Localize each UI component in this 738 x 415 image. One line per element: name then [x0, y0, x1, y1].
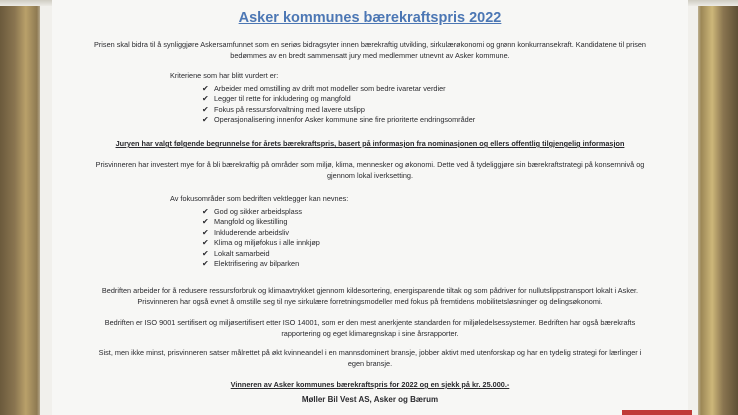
red-label-strip: [622, 410, 692, 415]
focus-item: ✔ God og sikker arbeidsplass: [202, 207, 303, 216]
winner-description-line-2: gjennom lokal iverksetting.: [327, 170, 413, 180]
paragraph-iso: [52, 318, 688, 339]
checkmark-icon: ✔: [202, 248, 209, 258]
paragraph-line: rapportering og eget klimaregnskap i sine årsrapporter.: [281, 328, 459, 338]
focus-item: ✔ Inkluderende arbeidsliv: [202, 227, 290, 237]
certificate-document: [52, 0, 688, 415]
criteria-item: ✔ Fokus på ressursforvaltning med lavere utslipp: [202, 104, 365, 114]
criteria-item: ✔ Legger til rette for inkludering og mangfold: [202, 94, 351, 104]
checkmark-icon: ✔: [202, 104, 209, 114]
prize-line: Vinneren av Asker kommunes bærekraftspris for 2022 og en sjekk på kr. 25.000.-: [230, 380, 510, 389]
focus-list: [202, 207, 320, 269]
jury-heading: Juryen har valgt følgende begrunnelse for årets bærekraftspris, basert på informasjon fra nominasjonen og ellers offentlig tilgjengelig informasjon: [115, 139, 625, 148]
paragraph-resources: [52, 286, 688, 307]
document-title: Asker kommunes bærekraftspris 2022: [238, 10, 502, 26]
checkmark-icon: ✔: [202, 217, 209, 227]
focus-item: ✔ Elektrifisering av bilparken: [202, 258, 300, 268]
paragraph-line: Bedriften arbeider for å redusere ressursforbruk og klimaavtrykket gjennom kildesortering, energisparende tiltak og som pådriver for nullutslippstransport lokalt i Asker.: [101, 286, 639, 295]
intro-paragraph: [52, 40, 688, 61]
criteria-list: [202, 84, 475, 126]
intro-line-2: bedømmes av en bredt sammensatt jury med medlemmer utnevnt av Asker kommune.: [230, 50, 510, 60]
focus-item: ✔ Lokalt samarbeid: [202, 248, 270, 258]
winner-name: Møller Bil Vest AS, Asker og Bærum: [301, 395, 439, 404]
checkmark-icon: ✔: [202, 207, 209, 216]
winner-description: [52, 160, 688, 181]
criteria-heading: Kriteriene som har blitt vurdert er:: [170, 71, 279, 80]
focus-heading: Av fokusområder som bedriften vektlegger kan nevnes:: [170, 194, 349, 203]
intro-line-1: Prisen skal bidra til å synliggjøre Askersamfunnet som en seriøs bidragsyter innen bærekraftig utvikling, sirkulærøkonomi og grønn konkurransekraft. Kandidatene til prisen: [94, 40, 646, 49]
paragraph-line: egen bransje.: [347, 358, 393, 368]
checkmark-icon: ✔: [202, 94, 209, 104]
checkmark-icon: ✔: [202, 84, 209, 93]
paragraph-line: Prisvinneren har også evnet å omstille seg til nye sirkulære forretningsmodeller med fokus på fremtidens mobilitetsløsninger og delingsøkonomi.: [137, 296, 603, 306]
criteria-item: ✔ Operasjonalisering innenfor Asker kommune sine fire prioriterte endringsområder: [202, 115, 476, 125]
checkmark-icon: ✔: [202, 227, 209, 237]
criteria-item: ✔ Arbeider med omstilling av drift mot modeller som bedre ivaretar verdier: [202, 84, 446, 93]
paragraph-equality: [52, 348, 688, 369]
checkmark-icon: ✔: [202, 238, 209, 248]
focus-item: ✔ Mangfold og likestilling: [202, 217, 288, 227]
checkmark-icon: ✔: [202, 115, 209, 125]
paragraph-line: Sist, men ikke minst, prisvinneren satser målrettet på økt kvinneandel i en mannsdominert bransje, jobber aktivt med utenforskap og har en tydelig strategi for lærlinger i: [98, 348, 642, 357]
focus-item: ✔ Klima og miljøfokus i alle innkjøp: [202, 238, 320, 248]
paragraph-line: Bedriften er ISO 9001 sertifisert og miljøsertifisert etter ISO 14001, som er den mest anerkjente standarden for miljøledelsessystemer. Bedriften har også bærekrafts: [104, 318, 636, 327]
winner-description-line-1: Prisvinneren har investert mye for å bli bærekraftig på områder som miljø, klima, mennesker og økonomi. Dette ved å tydeliggjøre sin bærekraftstrategi på konsernnivå og: [95, 160, 645, 169]
checkmark-icon: ✔: [202, 258, 209, 268]
